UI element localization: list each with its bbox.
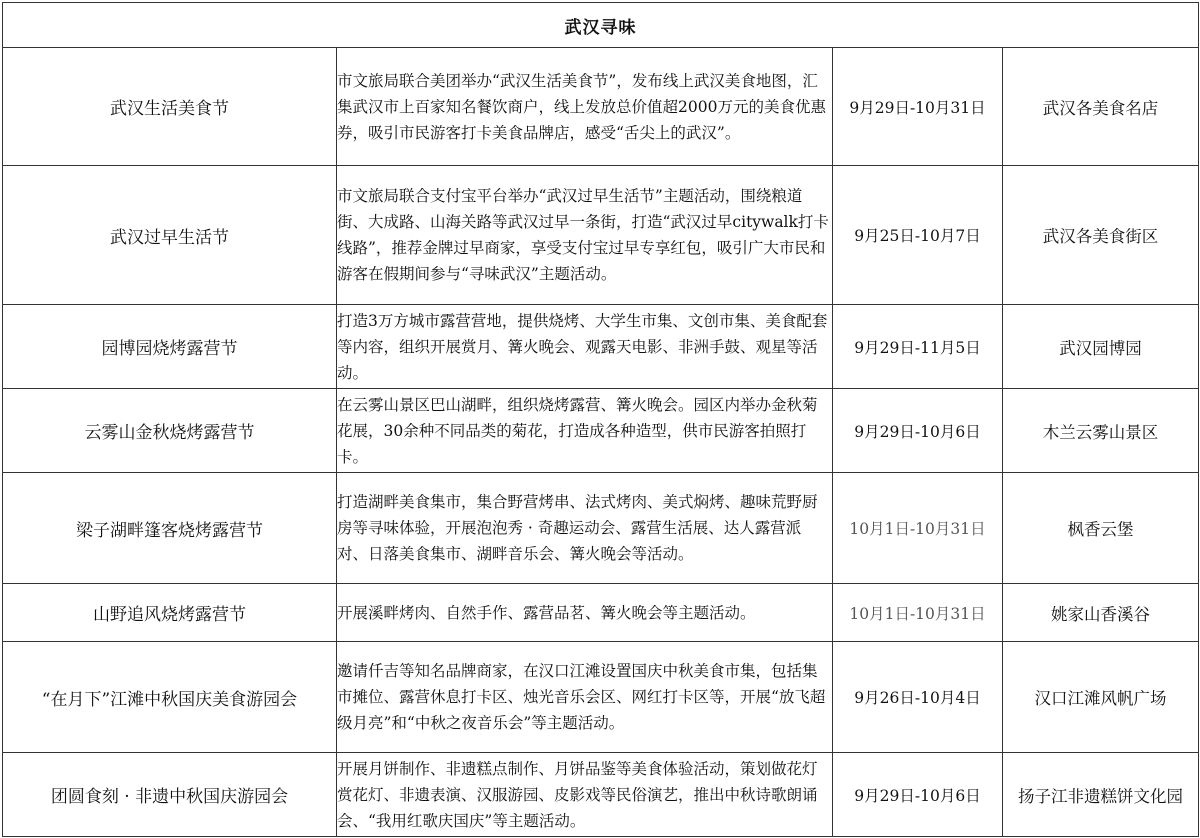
event-name: 团圆食刻 · 非遗中秋国庆游园会 (3, 753, 337, 837)
event-table (2, 2, 1199, 837)
event-location: 武汉各美食街区 (1003, 166, 1199, 305)
event-location: 武汉园博园 (1003, 305, 1199, 389)
event-description: 市文旅局联合支付宝平台举办“武汉过早生活节”主题活动，围绕粮道街、大成路、山海关路等武汉过早一条街，打造“武汉过早citywalk打卡线路”，推荐金牌过早商家，享受支付宝过早专享红包，吸引广大市民和游客在假期间参与“寻味武汉”主题活动。 (337, 166, 833, 305)
event-name: “在月下”江滩中秋国庆美食游园会 (3, 642, 337, 753)
table-row (3, 48, 1199, 166)
table-row (3, 166, 1199, 305)
event-location: 汉口江滩风帆广场 (1003, 642, 1199, 753)
event-location: 扬子江非遗糕饼文化园 (1003, 753, 1199, 837)
table-row (3, 753, 1199, 837)
table-row (3, 389, 1199, 473)
event-name: 山野追风烧烤露营节 (3, 584, 337, 642)
table-row (3, 642, 1199, 753)
event-name: 梁子湖畔篷客烧烤露营节 (3, 473, 337, 584)
event-description: 开展溪畔烤肉、自然手作、露营品茗、篝火晚会等主题活动。 (337, 584, 833, 642)
event-location: 武汉各美食名店 (1003, 48, 1199, 166)
event-description: 打造3万方城市露营营地，提供烧烤、大学生市集、文创市集、美食配套等内容，组织开展赏月、篝火晚会、观露天电影、非洲手鼓、观星等活动。 (337, 305, 833, 389)
event-name: 云雾山金秋烧烤露营节 (3, 389, 337, 473)
event-name: 武汉过早生活节 (3, 166, 337, 305)
event-description: 在云雾山景区巴山湖畔，组织烧烤露营、篝火晚会。园区内举办金秋菊花展，30余种不同品类的菊花，打造成各种造型，供市民游客拍照打卡。 (337, 389, 833, 473)
event-description: 开展月饼制作、非遗糕点制作、月饼品鉴等美食体验活动，策划做花灯赏花灯、非遗表演、汉服游园、皮影戏等民俗演艺，推出中秋诗歌朗诵会、“我用红歌庆国庆”等主题活动。 (337, 753, 833, 837)
table-row (3, 305, 1199, 389)
table-row (3, 584, 1199, 642)
event-location: 枫香云堡 (1003, 473, 1199, 584)
event-dates: 9月25日-10月7日 (833, 166, 1003, 305)
event-dates: 9月29日-11月5日 (833, 305, 1003, 389)
event-location: 木兰云雾山景区 (1003, 389, 1199, 473)
table-title-row (3, 3, 1199, 48)
event-description: 市文旅局联合美团举办“武汉生活美食节”，发布线上武汉美食地图，汇集武汉市上百家知名餐饮商户，线上发放总价值超2000万元的美食优惠券，吸引市民游客打卡美食品牌店，感受“舌尖上的武汉”。 (337, 48, 833, 166)
table-title: 武汉寻味 (3, 3, 1199, 48)
event-dates: 9月29日-10月6日 (833, 753, 1003, 837)
event-dates: 10月1日-10月31日 (833, 473, 1003, 584)
event-name: 武汉生活美食节 (3, 48, 337, 166)
event-dates: 9月29日-10月6日 (833, 389, 1003, 473)
event-location: 姚家山香溪谷 (1003, 584, 1199, 642)
event-description: 打造湖畔美食集市，集合野营烤串、法式烤肉、美式焖烤、趣味荒野厨房等寻味体验，开展泡泡秀 · 奇趣运动会、露营生活展、达人露营派对、日落美食集市、湖畔音乐会、篝火晚会等活动。 (337, 473, 833, 584)
event-description: 邀请仟吉等知名品牌商家，在汉口江滩设置国庆中秋美食市集，包括集市摊位、露营休息打卡区、烛光音乐会区、网红打卡区等，开展“放飞超级月亮”和“中秋之夜音乐会”等主题活动。 (337, 642, 833, 753)
event-dates: 9月29日-10月31日 (833, 48, 1003, 166)
event-dates: 9月26日-10月4日 (833, 642, 1003, 753)
event-name: 园博园烧烤露营节 (3, 305, 337, 389)
event-dates: 10月1日-10月31日 (833, 584, 1003, 642)
table-row (3, 473, 1199, 584)
